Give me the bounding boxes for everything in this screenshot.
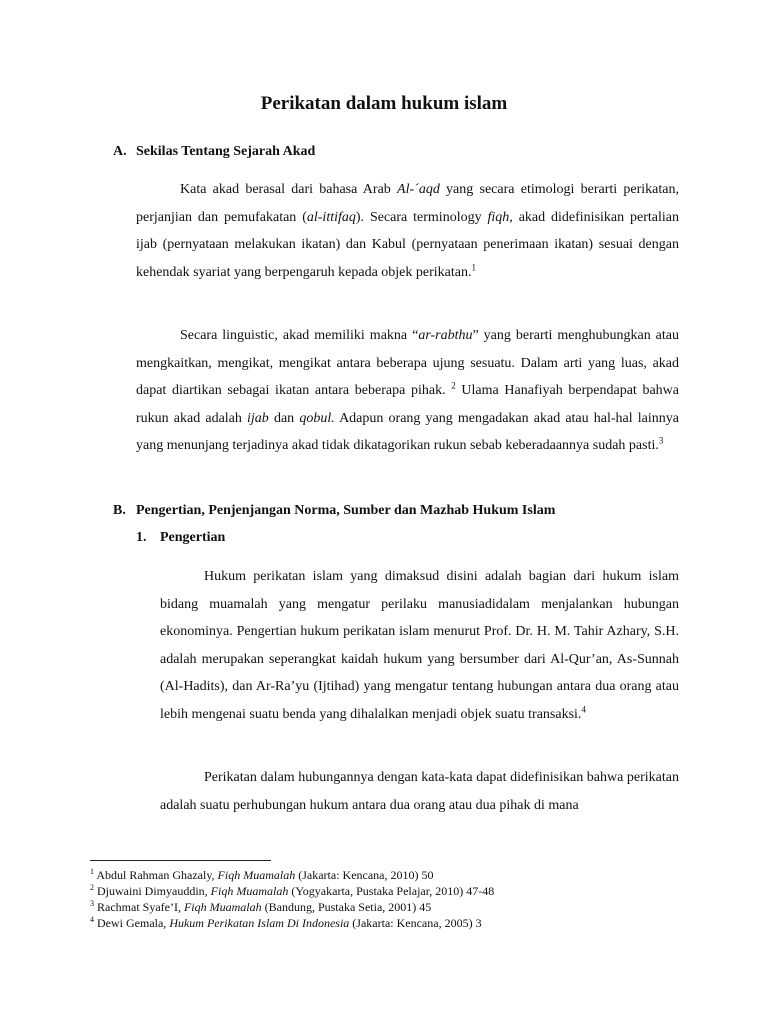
text-run: akad didefinisikan pertalian ijab (pernyataan melakukan ikatan) dan Kabul (pernyataan penerimaan ikatan) sesuai dengan kehendak syariat yang berpengaruh kepada objek perikatan.	[136, 209, 679, 280]
footnote-author: Abdul Rahman Ghazaly,	[96, 868, 218, 882]
section-a-paragraph-2	[136, 322, 679, 460]
text-run: dan	[268, 410, 300, 426]
footnote-detail: (Jakarta: Kencana, 2010) 50	[295, 868, 434, 882]
section-b-title: Pengertian, Penjenjangan Norma, Sumber dan Mazhab Hukum Islam	[136, 503, 556, 518]
subsection-1-heading	[136, 529, 225, 547]
footnote-author: Dewi Gemala,	[97, 916, 170, 930]
footnote-detail: (Jakarta: Kencana, 2005) 3	[349, 916, 482, 930]
subsection-1-title: Pengertian	[160, 530, 226, 545]
footnote-number: 3	[90, 899, 94, 908]
footnote-number: 2	[90, 883, 94, 892]
section-b-heading	[113, 502, 555, 520]
footnote-author: Rachmat Syafe’I,	[97, 900, 184, 914]
text-run: ” yang berarti menghubungkan atau mengkaitkan, mengikat, mengikat antara beberapa ujung sesuatu. Dalam arti yang luas, akad dapat diartikan sebagai ikatan antara beberapa pihak.	[136, 328, 679, 399]
section-a-paragraph-1	[136, 176, 679, 286]
text-run: Perikatan dalam hubungannya dengan kata-kata dapat didefinisikan bahwa perikatan adalah suatu perhubungan hukum antara dua orang atau dua pihak di mana	[160, 770, 679, 813]
text-run: yang secara etimologi berarti perikatan, perjanjian dan pemufakatan (	[136, 182, 679, 225]
section-b-number: B.	[113, 503, 126, 518]
footnote-ref[interactable]: 2	[451, 380, 456, 391]
footnote-ref[interactable]: 4	[581, 704, 586, 715]
text-run: Ulama Hanafiyah berpendapat bahwa rukun akad adalah	[136, 383, 680, 426]
arabic-term: al-ittifaq	[306, 209, 356, 225]
footnote-3	[90, 900, 431, 915]
text-run: Kata akad berasal dari bahasa Arab	[180, 182, 398, 197]
footnote-work: Fiqh Muamalah	[217, 868, 296, 882]
footnote-2	[90, 884, 494, 899]
footnote-detail: (Bandung, Pustaka Setia, 2001) 45	[261, 900, 432, 914]
subsection-1-paragraph-2	[160, 764, 679, 819]
text-run: Adapun orang yang mengadakan akad atau hal-hal lainnya yang menunjang terjadinya akad tidak dikatagorikan rukun sebab keberadaannya sudah pasti.	[136, 410, 679, 454]
arabic-term: fiqh,	[487, 209, 513, 225]
arabic-term: qobul.	[299, 410, 335, 426]
section-a-number: A.	[113, 144, 127, 159]
footnote-work: Fiqh Muamalah	[210, 884, 289, 898]
text-run: ). Secara terminology	[355, 209, 488, 225]
page-title: Perikatan dalam hukum islam	[260, 93, 508, 114]
footnote-separator	[90, 860, 271, 861]
text-run: Secara linguistic, akad memiliki makna “	[180, 328, 419, 343]
footnote-ref[interactable]: 1	[471, 262, 476, 273]
section-a-title: Sekilas Tentang Sejarah Akad	[136, 144, 316, 159]
footnote-ref[interactable]: 3	[658, 435, 664, 446]
arabic-term: Al-´aqd	[397, 182, 440, 197]
footnote-work: Fiqh Muamalah	[183, 900, 262, 914]
footnote-4	[90, 916, 482, 931]
footnote-number: 1	[90, 867, 94, 876]
footnote-detail: (Yogyakarta, Pustaka Pelajar, 2010) 47-48	[288, 884, 495, 898]
arabic-term: ijab	[247, 410, 269, 426]
footnote-author: Djuwaini Dimyauddin,	[97, 884, 211, 898]
footnote-work: Hukum Perikatan Islam Di Indonesia	[169, 916, 350, 930]
subsection-1-paragraph-1	[160, 563, 679, 729]
arabic-term: ar-rabthu	[418, 328, 473, 343]
subsection-1-number: 1.	[136, 530, 147, 545]
section-a-heading	[113, 143, 315, 161]
footnote-1	[90, 868, 434, 883]
text-run: Hukum perikatan islam yang dimaksud disini adalah bagian dari hukum islam bidang muamalah yang mengatur perilaku manusiadidalam menjalankan hubungan ekonominya. Pengertian hukum perikatan islam menurut Prof. Dr. H. M. Tahir Azhary, S.H. adalah merupakan seperangkat kaidah hukum yang bersumber dari Al-Qur’an, As-Sunnah (Al-Hadits), dan Ar-Ra’yu (Ijtihad) yang mengatur tentang hubungan antara dua orang atau lebih mengenai suatu benda yang dihalalkan menjadi objek suatu transaksi.	[160, 569, 679, 722]
footnote-number: 4	[90, 915, 94, 924]
